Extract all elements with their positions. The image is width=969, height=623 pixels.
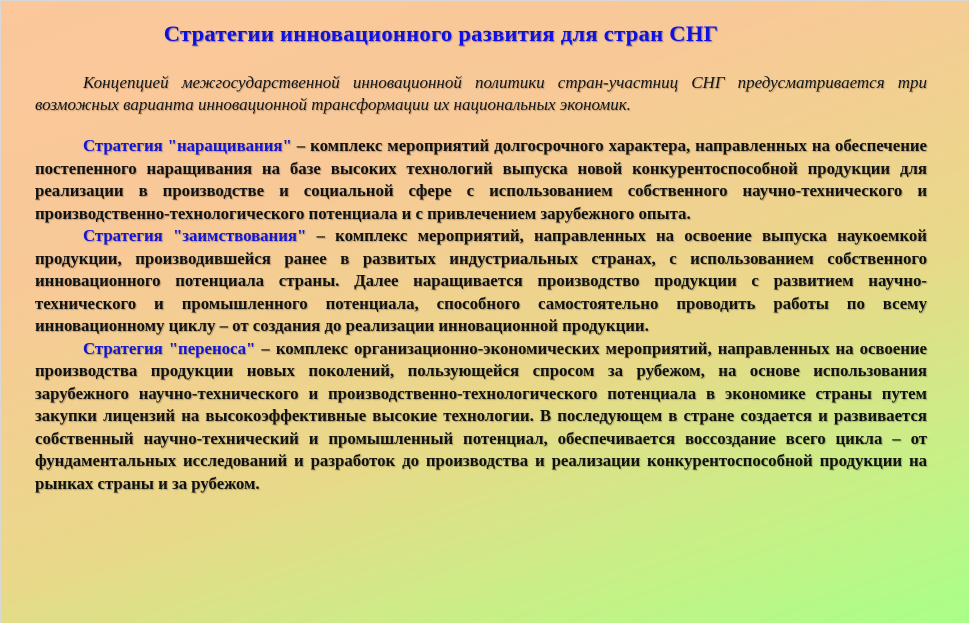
strategy-name: Стратегия "наращивания" [83, 136, 292, 155]
strategy-accumulation [35, 135, 927, 225]
strategy-borrowing [35, 225, 927, 338]
strategy-name: Стратегия "заимствования" [83, 226, 307, 245]
strategy-description: – комплекс организационно-экономических мероприятий, направленных на освоение производства продукции новых поколений, пользующейся спросом за рубежом, на основе использования зарубежного научно-технического и производственно-технологического потенциала в экономике страны путем закупки лицензий на высокоэффективные высокие технологии. В последующем в стране создается и развивается собственный научно-технический и промышленный потенциал, обеспечивается воссоздание всего цикла – от фундаментальных исследований и разработок до производства и реализации конкурентоспособной продукции на рынках страны и за рубежом. [35, 338, 928, 493]
strategy-name: Стратегия "переноса" [83, 338, 256, 358]
strategy-transfer [35, 338, 927, 496]
strategy-description: – комплекс мероприятий, направленных на освоение выпуска наукоемкой продукции, производившейся ранее в развитых индустриальных странах, с использованием собственного инновационного потенциала страны. Далее наращивается производство продукции с развитием научно-технического и промышленного потенциала, способного самостоятельно проводить работы по всему инновационному циклу – от создания до реализации инновационной продукции. [35, 226, 927, 335]
slide-title: Стратегии инновационного развития для стран СНГ [163, 21, 719, 46]
intro-paragraph: Концепцией межгосударственной инновационной политики стран-участниц СНГ предусматривается три возможных варианта инновационной трансформации их национальных экономик. [35, 73, 927, 114]
strategy-description: – комплекс мероприятий долгосрочного характера, направленных на обеспечение постепенного наращивания на базе высоких технологий выпуска новой конкурентоспособной продукции для реализации в производстве и социальной сфере с использованием собственного научно-технического и производственно-технологического потенциала и с привлечением зарубежного опыта. [35, 136, 927, 223]
